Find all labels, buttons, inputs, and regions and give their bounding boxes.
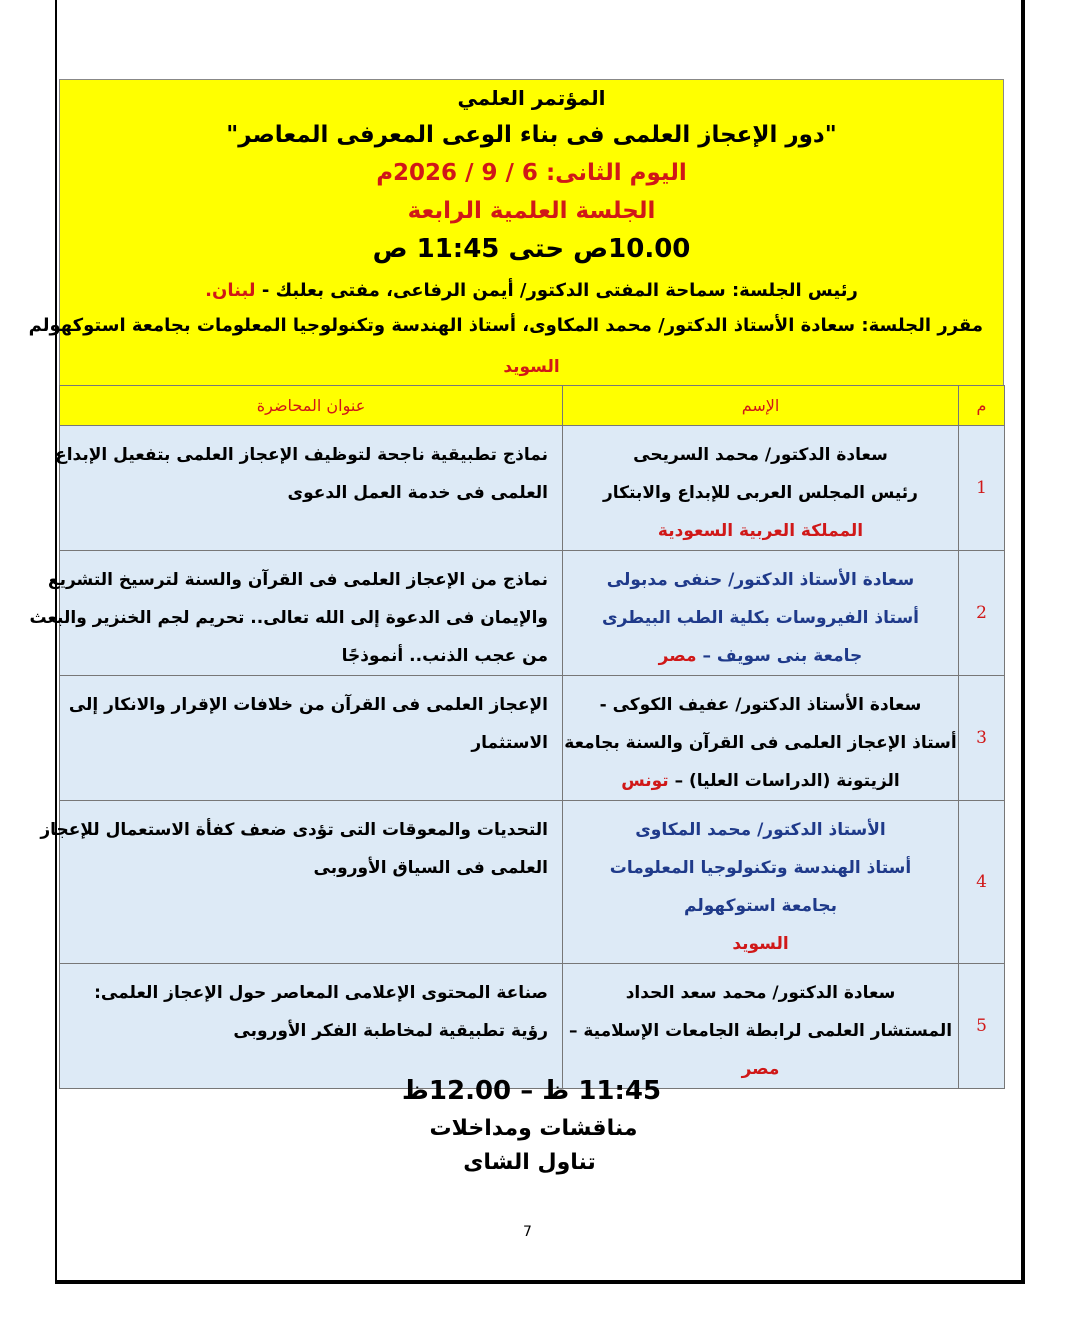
table-row [60, 964, 1005, 1089]
lecture-title-line: العلمى فى السياق الأوروبى [313, 858, 548, 878]
lecture-title-cell [60, 676, 563, 801]
speaker-cell [563, 964, 959, 1089]
table-row [60, 676, 1005, 801]
speaker-cell [563, 426, 959, 551]
speaker-cell [563, 801, 959, 964]
lecture-title-line: صناعة المحتوى الإعلامى المعاصر حول الإعجاز العلمى: [94, 983, 548, 1003]
row-number: 5 [959, 964, 1005, 1089]
session-time-range: 10.00ص حتى 11:45 ص [372, 234, 691, 264]
day-date: اليوم الثانى: 6 / 9 / 2026م [376, 160, 687, 186]
page-number: 7 [523, 1224, 532, 1240]
header-name: الإسم [563, 386, 959, 426]
row-number: 3 [959, 676, 1005, 801]
speaker-university: بجامعة استوكهولم [684, 896, 837, 916]
lecture-title-line: من عجب الذنب.. أنموذجًا [341, 646, 548, 666]
conference-label: المؤتمر العلمي [457, 86, 606, 110]
rapporteur-country: السويد [503, 357, 560, 377]
speaker-cell [563, 551, 959, 676]
speaker-position: رئيس المجلس العربى للإبداع والابتكار [603, 483, 918, 503]
table-header-row [60, 386, 1005, 426]
lecture-title-line: العلمى فى خدمة العمل الدعوى [287, 483, 548, 503]
speaker-name: سعادة الدكتور/ محمد السريحى [633, 445, 888, 465]
speaker-name: سعادة الدكتور/ محمد سعد الحداد [625, 983, 896, 1003]
header-number: م [959, 386, 1005, 426]
lecture-title-line: التحديات والمعوقات التى تؤدى ضعف كفأة الاستعمال للإعجاز [40, 820, 548, 840]
speaker-affiliation [563, 637, 958, 675]
session-rapporteur: مقرر الجلسة: سعادة الأستاذ الدكتور/ محمد المكاوى، أستاذ الهندسة وتكنولوجيا المعلومات بجامعة استوكهولم [28, 315, 983, 336]
table-row [60, 426, 1005, 551]
lecture-title-line: نماذج من الإعجاز العلمى فى القرآن والسنة لترسيخ التشريع [47, 570, 548, 590]
row-number: 2 [959, 551, 1005, 676]
speaker-position: أستاذ الهندسة وتكنولوجيا المعلومات [609, 858, 912, 878]
break-time: 11:45 ظ – 12.00ظ [401, 1076, 662, 1106]
header-topic: عنوان المحاضرة [60, 386, 563, 426]
discussion-label: مناقشات ومداخلات [429, 1116, 638, 1141]
conference-title: "دور الإعجاز العلمى فى بناء الوعى المعرفى المعاصر" [226, 122, 837, 148]
speaker-name: الأستاذ الدكتور/ محمد المكاوى [635, 820, 886, 840]
tea-break-label: تناول الشاى [463, 1150, 596, 1175]
speaker-position: أستاذ الفيروسات بكلية الطب البيطرى [601, 608, 919, 628]
lecture-title-cell [29, 551, 563, 676]
session-header [28, 79, 1004, 386]
lecture-title-line: والإيمان فى الدعوة إلى الله تعالى.. تحريم لجم الخنزير والبعث [29, 608, 548, 628]
lecture-title-cell [40, 801, 563, 964]
lectures-table [29, 385, 1005, 1089]
session-chair [60, 280, 1003, 301]
speaker-position: أستاذ الإعجاز العلمى فى القرآن والسنة بجامعة [564, 733, 957, 753]
speaker-position: المستشار العلمى لرابطة الجامعات الإسلامية – [568, 1021, 953, 1041]
lecture-title-line: رؤية تطبيقية لمخاطبة الفكر الأوروبى [233, 1021, 548, 1041]
lecture-title-line: نماذج تطبيقية ناجحة لتوظيف الإعجاز العلمى بتفعيل الإبداع [55, 445, 548, 465]
speaker-name: سعادة الأستاذ الدكتور/ حنفى مدبولى [606, 570, 915, 590]
speaker-country: مصر [741, 1059, 780, 1079]
table-row [60, 801, 1005, 964]
speaker-university: جامعة بنى سويف – [696, 646, 863, 666]
speaker-country: تونس [621, 771, 669, 791]
speaker-name: سعادة الأستاذ الدكتور/ عفيف الكوكى - [599, 695, 922, 715]
lecture-title-line: الإعجاز العلمى فى القرآن من خلافات الإقرار والانكار إلى [68, 695, 548, 715]
row-number: 1 [959, 426, 1005, 551]
chair-country: لبنان. [205, 280, 256, 301]
session-name: الجلسة العلمية الرابعة [407, 198, 656, 224]
row-number: 4 [959, 801, 1005, 964]
lecture-title-line: الاستثمار [471, 733, 548, 753]
speaker-country: مصر [658, 646, 697, 666]
table-row [60, 551, 1005, 676]
lecture-title-cell [55, 426, 563, 551]
speaker-cell [563, 676, 959, 801]
speaker-affiliation [563, 762, 958, 800]
lecture-title-cell [60, 964, 563, 1089]
speaker-country: المملكة العربية السعودية [657, 521, 864, 541]
chair-text: رئيس الجلسة: سماحة المفتى الدكتور/ أيمن الرفاعى، مفتى بعلبك - [255, 280, 858, 301]
speaker-university: الزيتونة (الدراسات العليا) – [668, 771, 900, 791]
speaker-country: السويد [732, 934, 789, 954]
